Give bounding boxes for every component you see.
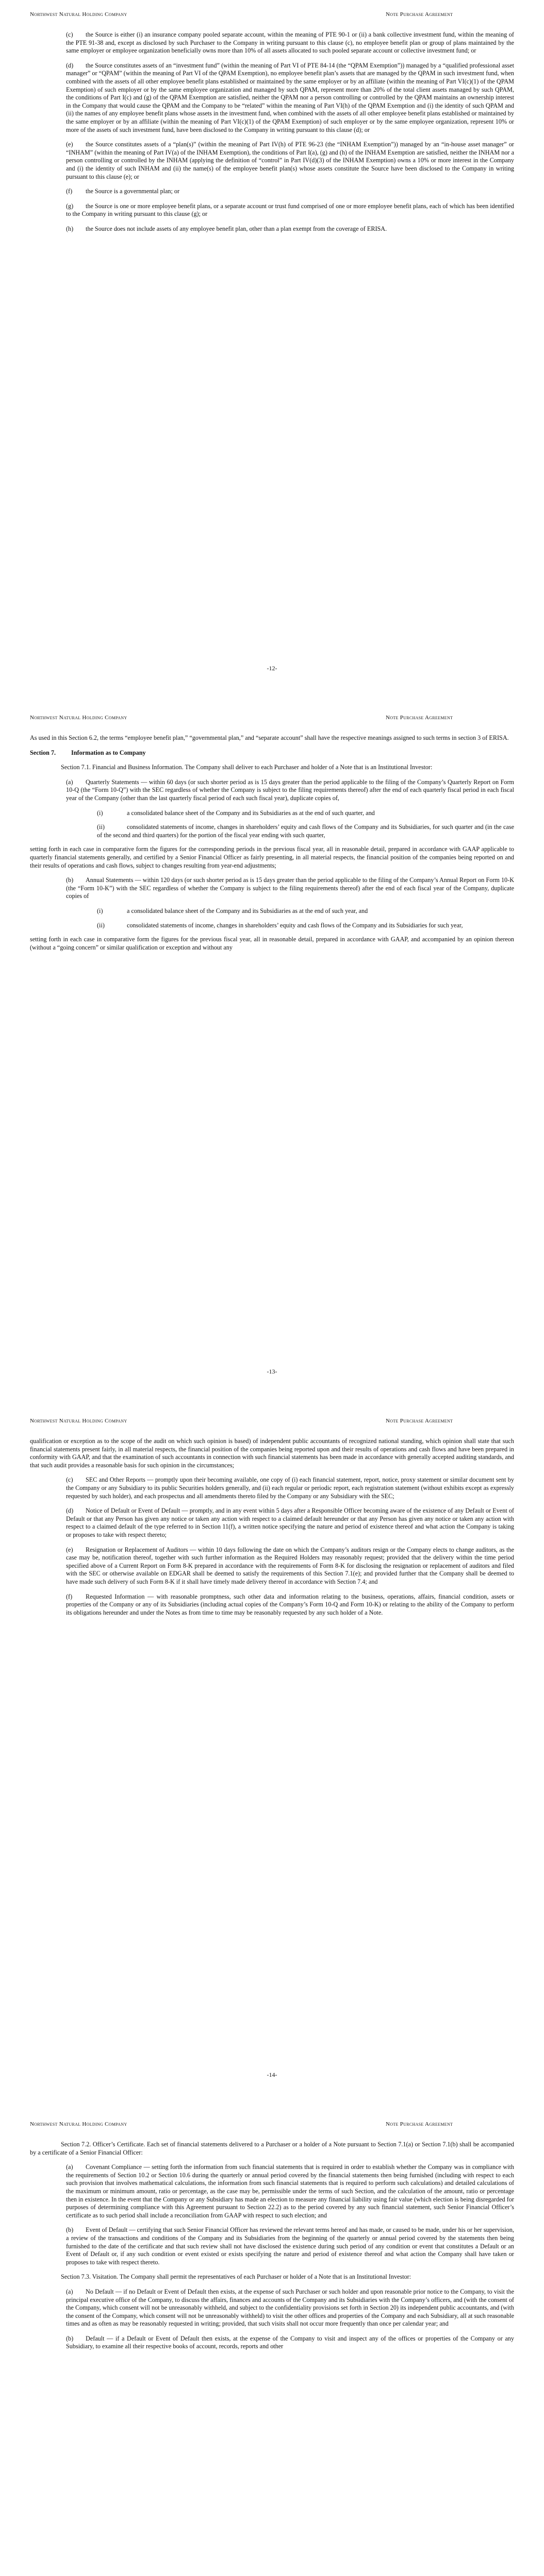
page-body — [30, 1437, 514, 1623]
header-doc-title: Note Purchase Agreement — [386, 715, 453, 721]
clause — [66, 1546, 514, 1586]
clause-text: the Source is one or more employee benefit plans, or a separate account or trust fund comprised of one or more employee benefit plans, each of which has been identified to the Company in writing pursuant to this clause (g); or — [66, 202, 514, 218]
clause-label: (d) — [66, 61, 74, 69]
clause — [66, 2288, 514, 2328]
clause-text: SEC and Other Reports — promptly upon their becoming available, one copy of (i) each financial statement, report, notice, proxy statement or similar document sent by the Company or any Subsidiary to its public Securities holders generally, and (ii) each regular or periodic report, each registration statement (without exhibits except as expressly requested by such holder), and each prospectus and all amendments thereto filed by the Company or any Subsidiary with the SEC; — [66, 1476, 514, 1500]
clause-text: Annual Statements — within 120 days (or such shorter period as is 15 days greater than the period applicable to the filing of the Company’s Annual Report on Form 10-K (the “Form 10-K”) with the SEC regardless of whether the Company is subject to the filing requirements thereof) after the end of each fiscal year of the Company, duplicate copies of — [66, 876, 514, 900]
clause-text: Default — if a Default or Event of Default then exists, at the expense of the Company to visit and inspect any of the offices or properties of the Company or any Subsidiary, to examine all their respective books of account, records, reports and other — [66, 2334, 514, 2350]
clause-label: (a) — [66, 2287, 73, 2295]
clause-label: (e) — [66, 1546, 73, 1553]
clause — [66, 31, 514, 55]
clause-text: Covenant Compliance — setting forth the information from such financial statements that is required in order to establish whether the Company was in compliance with the requirements of Section 10.2 or Section 10.6 during the quarterly or annual period covered by the financial statements then being furnished (including with respect to each such provision that involves mathematical calculations, the information from such financial statements that is required to perform such calculations) and detailed calculations of the maximum or minimum amount, ratio or percentage, as the case may be, permissible under the terms of such Section, and the calculation of the amount, ratio or percentage then in existence. In the event that the Company or any Subsidiary has made an election to measure any financial liability using fair value (which election is being disregarded for purposes of determining compliance with this Agreement pursuant to Section 22.2) as to the period covered by any such financial statement, such Senior Financial Officer’s certificate as to such period shall include a reconciliation from GAAP with respect to such election; and — [66, 2163, 514, 2219]
page-number: -12- — [267, 665, 277, 672]
clause-label: (ii) — [97, 921, 105, 929]
section-heading — [30, 749, 514, 757]
clause-text: Requested Information — with reasonable promptness, such other data and information relating to the business, operations, affairs, financial condition, assets or properties of the Company or any of its Subsidiaries (including actual copies of the Company’s Form 10-Q and Form 10-K) or relating to the ability of the Company to perform its obligations hereunder and under the Notes as from time to time may be reasonably requested by any such holder of a Note. — [66, 1592, 514, 1616]
clause-label: (ii) — [97, 823, 105, 831]
sub-clause — [97, 922, 514, 930]
sub-clause — [97, 809, 514, 818]
clause-text: a consolidated balance sheet of the Company and its Subsidiaries as at the end of such year, and — [127, 907, 368, 914]
clause-label: (e) — [66, 141, 73, 148]
page — [0, 703, 544, 1406]
paragraph: As used in this Section 6.2, the terms “employee benefit plan,” “governmental plan,” and “separate account” shall have the respective meanings assigned to such terms in section 3 of ERISA. — [30, 734, 509, 741]
paragraph: Section 7.3. Visitation. The Company shall permit the representatives of each Purchaser or holder of a Note that is an Institutional Investor: — [61, 2273, 411, 2281]
header-company: Northwest Natural Holding Company — [30, 1418, 127, 1424]
clause-label: (b) — [66, 2334, 74, 2342]
page — [0, 2110, 544, 2576]
page-body — [30, 2141, 514, 2358]
clause-text: the Source is a governmental plan; or — [86, 188, 180, 195]
paragraph: Section 7.1. Financial and Business Information. The Company shall deliver to each Purchaser and holder of a Note that is an Institutional Investor: — [61, 764, 433, 771]
clause-text: Event of Default — certifying that such Senior Financial Officer has reviewed the relevant terms hereof and has made, or caused to be made, under his or her supervision, a review of the transactions and conditions of the Company and its Subsidiaries from the beginning of the quarterly or annual period covered by the statements then being furnished to the date of the certificate and that such review shall not have disclosed the existence during such period of any condition or event that constitutes a Default or an Event of Default or, if any such condition or event existed or exists specifying the nature and period of existence thereof and what action the Company shall have taken or proposes to take with respect thereto. — [66, 2226, 514, 2266]
page-body — [30, 31, 514, 240]
clause-text: consolidated statements of income, changes in shareholders’ equity and cash flows of the Company and its Subsidiaries, for such quarter and (in the case of the second and third quarters) for the portion of the fiscal year ending with such quarter, — [97, 823, 514, 839]
clause — [66, 225, 514, 233]
clause — [66, 2163, 514, 2219]
clause-text: the Source constitutes assets of an “investment fund” (within the meaning of Part VI of PTE 84-14 (the “QPAM Exemption”)) managed by a “qualified professional asset manager” or “QPAM” (within the meaning of Part VI of the QPAM Exemption), no employee benefit plan’s assets that are managed by the QPAM in such investment fund, when combined with the assets of all other employee benefit plans established or maintained by the same employer or by an affiliate (within the meaning of Part VI(c)(1) of the QPAM Exemption) of such employer or by the same employee organization and managed by such QPAM, represent more than 20% of the total client assets managed by such QPAM, the conditions of Part I(c) and (g) of the QPAM Exemption are satisfied, neither the QPAM nor a person controlling or controlled by the QPAM maintains an ownership interest in the Company that would cause the QPAM and the Company to be “related” within the meaning of Part VI(h) of the QPAM Exemption and (i) the identity of such QPAM and (ii) the names of any employee benefit plans whose assets in the investment fund, when combined with the assets of all other employee benefit plans established or maintained by the same employer or by an affiliate (within the meaning of Part VI(c)(1) of the QPAM Exemption) of such employer or by the same employee organization, represent 10% or more of the assets of such investment fund, have been disclosed to the Company in writing pursuant to this clause (d); or — [66, 61, 514, 133]
clause-text: the Source is either (i) an insurance company pooled separate account, within the meaning of PTE 90-1 or (ii) a bank collective investment fund, within the meaning of the PTE 91-38 and, except as disclosed by such Purchaser to the Company in writing pursuant to this clause (c), no employee benefit plan or group of plans maintained by the same employer or employee organization beneficially owns more than 10% of all assets allocated to such pooled separate account or collective investment fund; or — [66, 31, 514, 55]
clause — [66, 62, 514, 134]
page-number: -14- — [267, 2071, 277, 2078]
clause-text: No Default — if no Default or Event of Default then exists, at the expense of such Purchaser or such holder and upon reasonable prior notice to the Company, to visit the principal executive office of the Company, to discuss the affairs, finances and accounts of the Company and its Subsidiaries with the Company’s officers, and (with the consent of the Company, which consent will not be unreasonably withheld, and subject to the confidentiality provisions set forth in Section 20) its independent public accountants, and (with the consent of the Company, which consent will not be unreasonably withheld) to visit the other offices and properties of the Company and each Subsidiary, all at such reasonable times and as often as may be reasonably requested in writing; provided, that such visits shall not occur more frequently than once per calendar year; and — [66, 2287, 514, 2328]
clause-label: (d) — [66, 1507, 74, 1515]
clause-text: Notice of Default or Event of Default — promptly, and in any event within 5 days after a Responsible Officer becoming aware of the existence of any Default or Event of Default or that any Person has given any notice or taken any action with respect to a claimed default hereunder or that any Person has given any notice or taken any action with respect to a claimed default of the type referred to in Section 11(f), a written notice specifying the nature and period of existence thereof and what action the Company is taking or proposes to take with respect thereto; — [66, 1507, 514, 1538]
clause — [66, 202, 514, 218]
clause — [66, 1476, 514, 1500]
clause-label: (i) — [97, 907, 103, 914]
sub-clause — [97, 823, 514, 839]
clause-text: Resignation or Replacement of Auditors — within 10 days following the date on which the Company’s auditors resign or the Company elects to change auditors, as the case may be, notification thereof, together with such further information as the Required Holders may reasonably request; provided that the delivery within the time period specified above of a Current Report on Form 8-K prepared in accordance with the requirements of Form 8-K for disclosing the resignation or replacement of auditors and filed with the SEC or otherwise available on EDGAR shall be deemed to satisfy the requirements of this Section 7.1(e); and provided further that the Company shall be deemed to have made such delivery of such Form 8-K if it shall have timely made delivery thereof in accordance with Section 7.4; and — [66, 1546, 514, 1585]
page — [0, 0, 544, 703]
clause-label: (a) — [66, 778, 73, 786]
header-company: Northwest Natural Holding Company — [30, 2121, 127, 2127]
header-company: Northwest Natural Holding Company — [30, 715, 127, 721]
page-number: -13- — [267, 1368, 277, 1375]
page — [0, 1406, 544, 2110]
clause-text: the Source constitutes assets of a “plan(s)” (within the meaning of Part IV(h) of PTE 96-23 (the “INHAM Exemption”)) managed by an “in-house asset manager” or “INHAM” (within the meaning of Part IV(a) of the INHAM Exemption), the conditions of Part I(a), (g) and (h) of the INHAM Exemption are satisfied, neither the INHAM nor a person controlling or controlled by the INHAM (applying the definition of “control” in Part IV(d)(3) of the INHAM Exemption) owns a 10% or more interest in the Company and (i) the identity of such INHAM and (ii) the name(s) of the employee benefit plan(s) whose assets constitute the Source have been disclosed to the Company in writing pursuant to this clause (e); or — [66, 141, 514, 180]
clause-label: (i) — [97, 809, 103, 817]
header-company: Northwest Natural Holding Company — [30, 11, 127, 18]
paragraph: setting forth in each case in comparative form the figures for the corresponding periods in the previous fiscal year, all in reasonable detail, prepared in accordance with GAAP applicable to quarterly financial statements generally, and certified by a Senior Financial Officer as fairly presenting, in all material respects, the financial position of the companies being reported on and their results of operations and cash flows, subject to changes resulting from year-end adjustments; — [30, 845, 514, 869]
paragraph: setting forth in each case in comparative form the figures for the previous fiscal year, all in reasonable detail, prepared in accordance with GAAP, and accompanied by an opinion thereon (without a “going concern” or similar qualification or exception and without any — [30, 936, 514, 951]
clause — [66, 141, 514, 181]
clause-label: (b) — [66, 876, 74, 884]
clause-label: (c) — [66, 31, 73, 38]
clause — [66, 1593, 514, 1617]
clause-text: the Source does not include assets of any employee benefit plan, other than a plan exempt from the coverage of ERISA. — [86, 225, 387, 232]
clause-text: consolidated statements of income, changes in shareholders’ equity and cash flows of the Company and its Subsidiaries for such year, — [127, 921, 463, 929]
clause — [66, 188, 514, 196]
running-header — [30, 715, 514, 725]
clause-label: (h) — [66, 225, 74, 232]
running-header — [30, 11, 514, 22]
clause — [66, 1507, 514, 1539]
clause-label: (c) — [66, 1476, 73, 1484]
clause — [66, 2335, 514, 2351]
clause-label: (g) — [66, 202, 74, 210]
section-title: Information as to Company — [71, 749, 146, 756]
running-header — [30, 1418, 514, 1428]
clause-text: Quarterly Statements — within 60 days (or such shorter period as is 15 days greater than the period applicable to the filing of the Company’s Quarterly Report on Form 10-Q (the “Form 10-Q”) with the SEC regardless of whether the Company is subject to the filing requirements thereof) after the end of each quarterly fiscal period in each fiscal year of the Company (other than the last quarterly fiscal period of each such fiscal year), duplicate copies of, — [66, 778, 514, 802]
clause — [66, 778, 514, 803]
header-doc-title: Note Purchase Agreement — [386, 1418, 453, 1424]
section-number: Section 7. — [30, 749, 56, 756]
clause-label: (b) — [66, 2226, 74, 2234]
header-doc-title: Note Purchase Agreement — [386, 2121, 453, 2127]
clause-text: a consolidated balance sheet of the Company and its Subsidiaries as at the end of such quarter, and — [127, 809, 375, 817]
running-header — [30, 2121, 514, 2131]
sub-clause — [97, 907, 514, 916]
clause — [66, 876, 514, 901]
clause-label: (f) — [66, 1592, 73, 1600]
clause-label: (f) — [66, 188, 73, 195]
paragraph: qualification or exception as to the scope of the audit on which such opinion is based) of independent public accountants of recognized national standing, which opinion shall state that such financial statements present fairly, in all material respects, the financial position of the companies being reported upon and their results of operations and cash flows and have been prepared in conformity with GAAP, and that the examination of such accountants in connection with such financial statements has been made in accordance with generally accepted auditing standards, and that such audit provides a reasonable basis for such opinion in the circumstances; — [30, 1437, 514, 1469]
clause — [66, 2226, 514, 2266]
header-doc-title: Note Purchase Agreement — [386, 11, 453, 18]
page-body — [30, 734, 514, 958]
paragraph: Section 7.2. Officer’s Certificate. Each set of financial statements delivered to a Purchaser or a holder of a Note pursuant to Section 7.1(a) or Section 7.1(b) shall be accompanied by a certificate of a Senior Financial Officer: — [30, 2141, 514, 2156]
clause-label: (a) — [66, 2163, 73, 2171]
